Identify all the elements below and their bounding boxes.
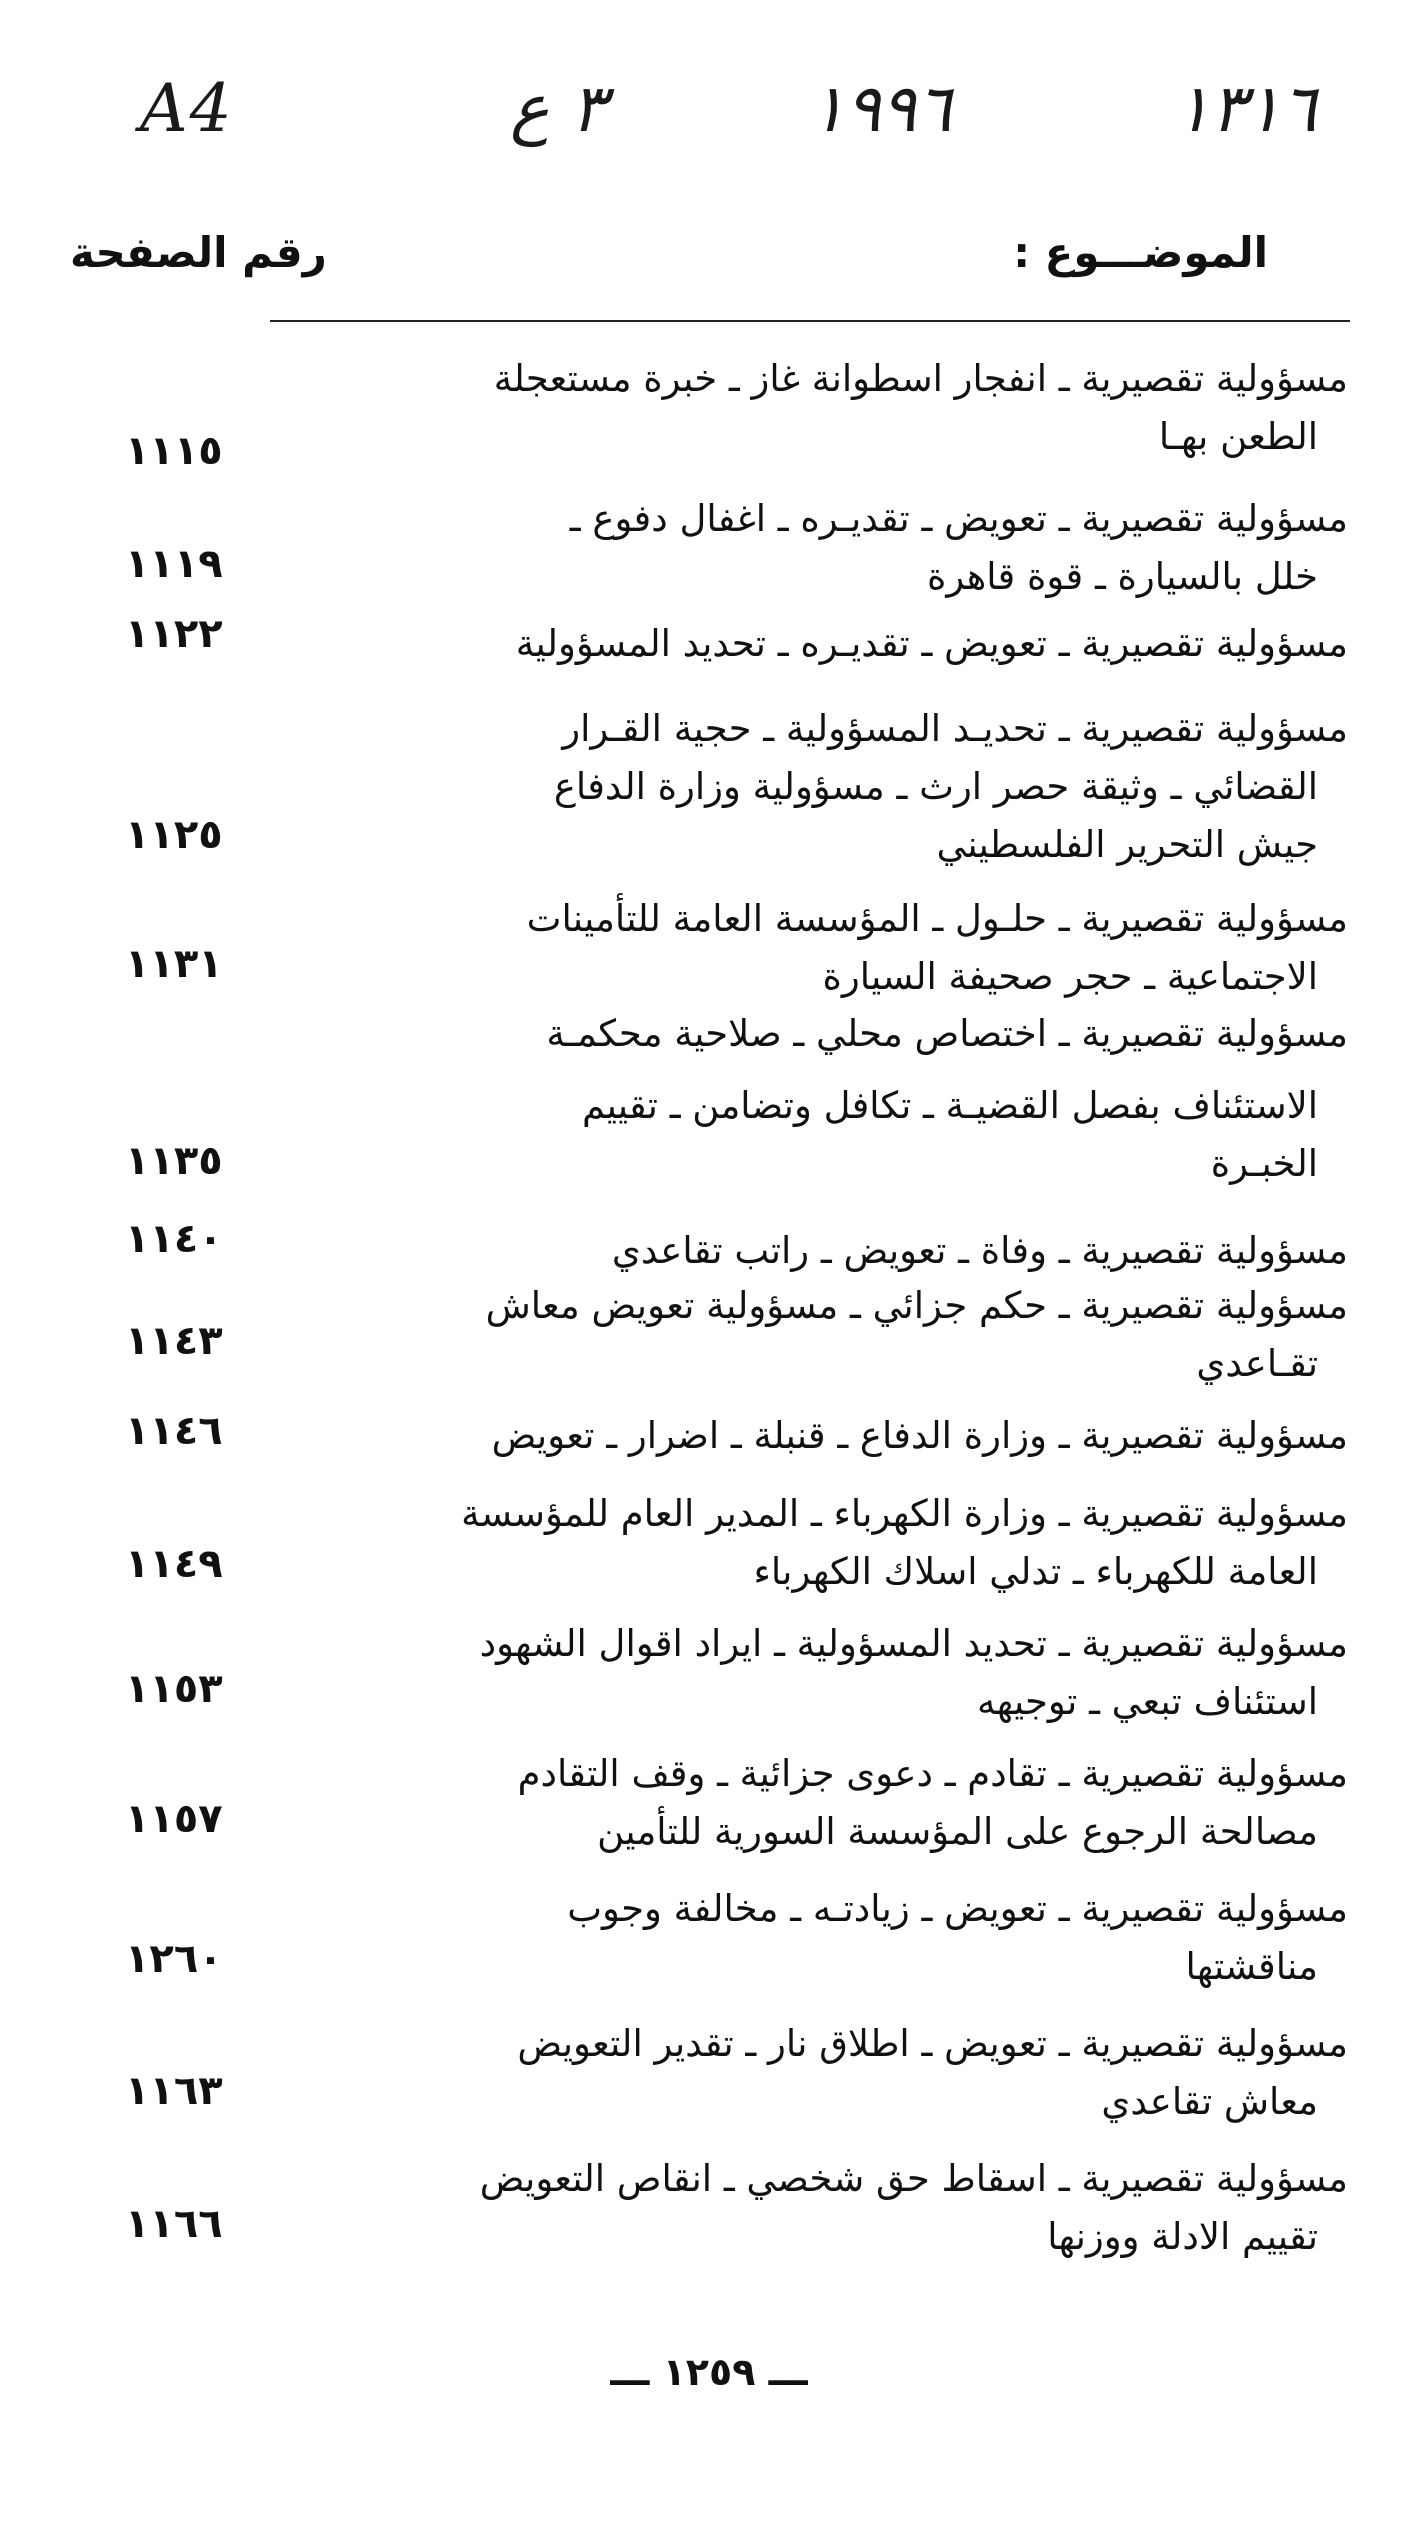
- entry-line: الاجتماعية ـ حجر صحيفة السيارة: [822, 955, 1318, 998]
- entry-page-number: ١١١٩: [125, 541, 223, 587]
- entry-page-number: ١١٤٩: [125, 1541, 223, 1587]
- index-entry: [255, 350, 1348, 466]
- entry-line: العامة للكهرباء ـ تدلي اسلاك الكهرباء: [753, 1550, 1318, 1593]
- entry-line: مسؤولية تقصيرية ـ تقادم ـ دعوى جزائية ـ وقف التقادم: [517, 1752, 1348, 1795]
- entry-line: الاستئناف بفصل القضيـة ـ تكافل وتضامن ـ تقييم: [581, 1084, 1318, 1127]
- index-entry: [255, 1005, 1348, 1193]
- entry-line: الخبـرة: [1210, 1142, 1318, 1185]
- handwritten-year: ١٩٩٦: [810, 70, 952, 147]
- entry-page-number: ١١٣١: [125, 941, 223, 987]
- entry-line: مسؤولية تقصيرية ـ تعويض ـ زيادتـه ـ مخالفة وجوب: [567, 1887, 1348, 1930]
- index-entry: [255, 1222, 1348, 1280]
- index-entry: [255, 2150, 1348, 2266]
- entry-line: مسؤولية تقصيرية ـ تعويض ـ اطلاق نار ـ تقدير التعويض: [517, 2022, 1348, 2065]
- entry-page-number: ١١٤٦: [125, 1408, 223, 1454]
- entry-line: معاش تقاعدي: [1101, 2080, 1318, 2123]
- entry-page-number: ١٢٦٠: [125, 1936, 223, 1982]
- entry-page-number: ١١١٥: [125, 428, 223, 474]
- page-number-header: رقم الصفحة: [70, 228, 327, 277]
- entry-line: جيش التحرير الفلسطيني: [936, 823, 1318, 866]
- handwritten-note-left: A4: [140, 70, 234, 147]
- entry-line: مسؤولية تقصيرية ـ وزارة الكهرباء ـ المدير العام للمؤسسة: [461, 1492, 1348, 1535]
- index-entry: [255, 700, 1348, 874]
- entry-line: مسؤولية تقصيرية ـ تعويض ـ تقديـره ـ اغفال دفوع ـ: [569, 497, 1348, 540]
- entry-line: مسؤولية تقصيرية ـ حلـول ـ المؤسسة العامة للتأمينات: [526, 897, 1348, 940]
- entry-line: مسؤولية تقصيرية ـ وفاة ـ تعويض ـ راتب تقاعدي: [611, 1229, 1348, 1272]
- entry-line: تقييم الادلة ووزنها: [1047, 2215, 1318, 2258]
- index-entry: [255, 1277, 1348, 1393]
- entry-line: مسؤولية تقصيرية ـ اختصاص محلي ـ صلاحية محكمـة: [546, 1012, 1348, 1055]
- entry-line: مسؤولية تقصيرية ـ حكم جزائي ـ مسؤولية تعويض معاش: [485, 1284, 1348, 1327]
- entry-line: القضائي ـ وثيقة حصر ارث ـ مسؤولية وزارة الدفاع: [553, 765, 1318, 808]
- entry-page-number: ١١٣٥: [125, 1138, 223, 1184]
- footer-page-number: ـــ ١٢٥٩ ـــ: [610, 2350, 808, 2394]
- entry-line: مسؤولية تقصيرية ـ وزارة الدفاع ـ قنبلة ـ اضرار ـ تعويض: [491, 1414, 1348, 1457]
- entry-page-number: ١١٥٧: [125, 1796, 223, 1842]
- index-entry: [255, 1407, 1348, 1465]
- entry-page-number: ١١٢٢: [125, 611, 223, 657]
- index-entry: [255, 2015, 1348, 2131]
- entry-page-number: ١١٤٠: [125, 1216, 223, 1262]
- entry-line: مسؤولية تقصيرية ـ اسقاط حق شخصي ـ انقاص التعويض: [479, 2157, 1348, 2200]
- entry-line: مناقشتها: [1185, 1945, 1318, 1988]
- entry-line: مسؤولية تقصيرية ـ تحديـد المسؤولية ـ حجية القـرار: [562, 707, 1348, 750]
- entry-line: الطعن بهـا: [1158, 415, 1318, 458]
- entry-page-number: ١١٦٦: [125, 2201, 223, 2247]
- entry-page-number: ١١٢٥: [125, 812, 223, 858]
- index-entry: [255, 1880, 1348, 1996]
- index-entry: [255, 1485, 1348, 1601]
- entry-line: تقـاعدي: [1196, 1342, 1318, 1385]
- index-entry: [255, 490, 1348, 606]
- entry-page-number: ١١٤٣: [125, 1318, 223, 1364]
- entry-page-number: ١١٥٣: [125, 1666, 223, 1712]
- entry-line: خلل بالسيارة ـ قوة قاهرة: [926, 555, 1318, 598]
- index-entry: [255, 890, 1348, 1006]
- entry-line: مصالحة الرجوع على المؤسسة السورية للتأمين: [597, 1810, 1318, 1853]
- handwritten-note-right: ١٣١٦: [1175, 70, 1317, 147]
- index-entry: [255, 1745, 1348, 1861]
- header-divider: [270, 320, 1350, 322]
- entry-page-number: ١١٦٣: [125, 2068, 223, 2114]
- index-entry: [255, 615, 1348, 673]
- entry-line: مسؤولية تقصيرية ـ انفجار اسطوانة غاز ـ خبرة مستعجلة: [493, 357, 1348, 400]
- entry-line: مسؤولية تقصيرية ـ تعويض ـ تقديـره ـ تحديد المسؤولية: [515, 622, 1348, 665]
- entry-line: استئناف تبعي ـ توجيهه: [976, 1680, 1318, 1723]
- subject-header: الموضـــوع :: [1013, 228, 1268, 277]
- index-entry: [255, 1615, 1348, 1731]
- entry-line: مسؤولية تقصيرية ـ تحديد المسؤولية ـ ايراد اقوال الشهود: [479, 1622, 1348, 1665]
- handwritten-note-middle: ٣ ع: [510, 70, 606, 147]
